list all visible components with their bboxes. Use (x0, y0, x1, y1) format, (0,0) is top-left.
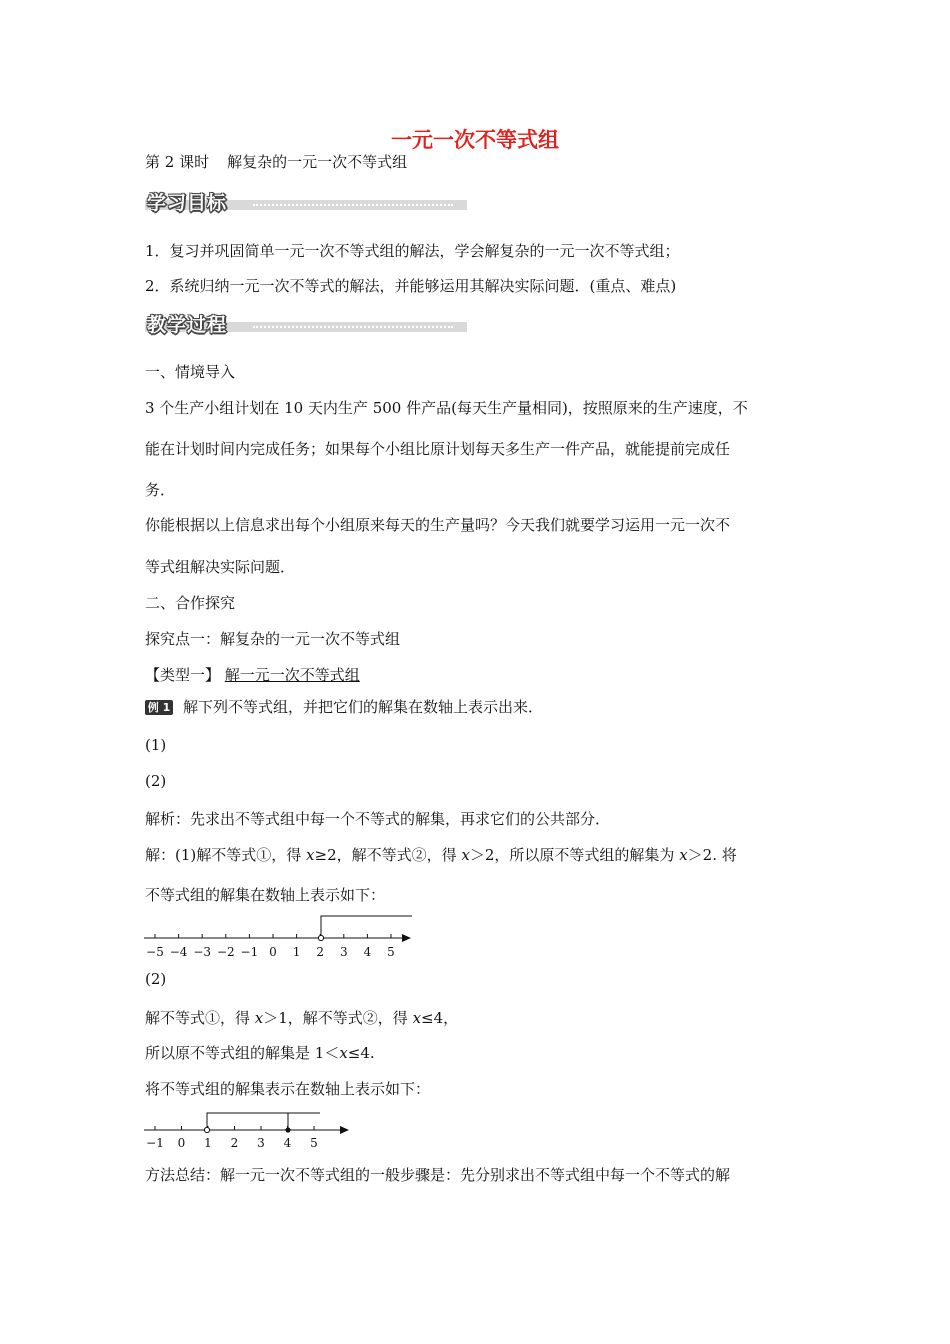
intro-line-5: 等式组解决实际问题． (145, 558, 296, 576)
intro-line-4: 你能根据以上信息求出每个小组原来每天的生产量吗？今天我们就要学习运用一元一次不 (145, 516, 731, 534)
number-line-2-tick-label: −1 (146, 1136, 164, 1150)
example-line (145, 696, 543, 717)
solution-2-line-1: 解不等式①，得 x＞1，解不等式②，得 x≤4， (145, 1009, 459, 1027)
number-line-2 (140, 1108, 355, 1152)
number-line-1-tick-label: 0 (269, 945, 277, 959)
process-label: 教学过程 (147, 314, 228, 336)
number-line-1-tick-label: 1 (292, 945, 301, 959)
objective-2: 2．系统归纳一元一次不等式的解法，并能够运用其解决实际问题．(重点、难点) (145, 277, 677, 295)
number-line-1-tick-label: 2 (316, 945, 325, 959)
number-line-1-tick-label: −2 (216, 945, 235, 959)
analysis-text: 解析：先求出不等式组中每一个不等式的解集，再求它们的公共部分． (145, 810, 611, 828)
solution-1-line-2: 不等式组的解集在数轴上表示如下： (145, 886, 386, 904)
lesson-number: 第 2 课时 (145, 153, 210, 171)
number-line-2-tick-label: 4 (283, 1136, 292, 1150)
number-line-1-tick-label: −3 (193, 945, 212, 959)
number-line-1-tick-label: −5 (146, 945, 164, 959)
solution-2-line-3: 将不等式组的解集表示在数轴上表示如下： (145, 1080, 431, 1098)
intro-line-1: 3 个生产小组计划在 10 天内生产 500 件产品(每天生产量相同)，按照原来的生产速度，不 (145, 399, 748, 417)
objectives-label: 学习目标 (147, 192, 228, 214)
example-text: 解下列不等式组，并把它们的解集在数轴上表示出来． (183, 698, 544, 716)
intro-line-3: 务． (145, 481, 176, 499)
part-2-label: (2) (145, 772, 167, 790)
number-line-1-tick-label: −1 (240, 945, 259, 959)
number-line-1 (140, 912, 420, 962)
solution-1-line: 解：(1)解不等式①，得 x≥2，解不等式②，得 x＞2，所以原不等式组的解集为 x＞2. 将 (145, 846, 737, 864)
number-line-2-tick-label: 5 (310, 1136, 318, 1150)
objective-1: 1．复习并巩固简单一元一次不等式组的解法，学会解复杂的一元一次不等式组； (145, 242, 680, 260)
example-badge: 例 1 (145, 700, 173, 715)
lesson-subtitle (145, 151, 407, 172)
number-line-2-tick-label: 3 (257, 1136, 265, 1150)
intro-line-2: 能在计划时间内完成任务；如果每个小组比原计划每天多生产一件产品，就能提前完成任 (145, 440, 731, 458)
method-summary: 方法总结：解一元一次不等式组的一般步骤是：先分别求出不等式组中每一个不等式的解 (145, 1166, 731, 1184)
number-line-2-tick-label: 1 (204, 1136, 212, 1150)
number-line-2-tick-label: 2 (230, 1136, 239, 1150)
number-line-1-tick-label: 3 (339, 945, 348, 959)
type-bracket: 【类型一】 (145, 666, 221, 684)
intro-heading: 一、情境导入 (145, 363, 236, 381)
type-title: 解一元一次不等式组 (224, 666, 360, 684)
part-1-label: (1) (145, 736, 167, 754)
part-2b-label: (2) (145, 970, 167, 988)
objectives-banner (145, 188, 467, 214)
explore-point: 探究点一：解复杂的一元一次不等式组 (145, 630, 401, 648)
lesson-topic: 解复杂的一元一次不等式组 (227, 153, 408, 171)
number-line-1-tick-label: 5 (387, 945, 395, 959)
type-heading (145, 664, 360, 685)
number-line-1-tick-label: −4 (169, 945, 188, 959)
page-title: 一元一次不等式组 (391, 128, 559, 152)
number-line-1-tick-label: 4 (363, 945, 372, 959)
number-line-2-tick-label: 0 (177, 1136, 186, 1150)
process-banner (145, 310, 467, 336)
solution-2-line-2: 所以原不等式组的解集是 1＜x≤4. (145, 1044, 375, 1062)
explore-heading: 二、合作探究 (145, 594, 236, 612)
